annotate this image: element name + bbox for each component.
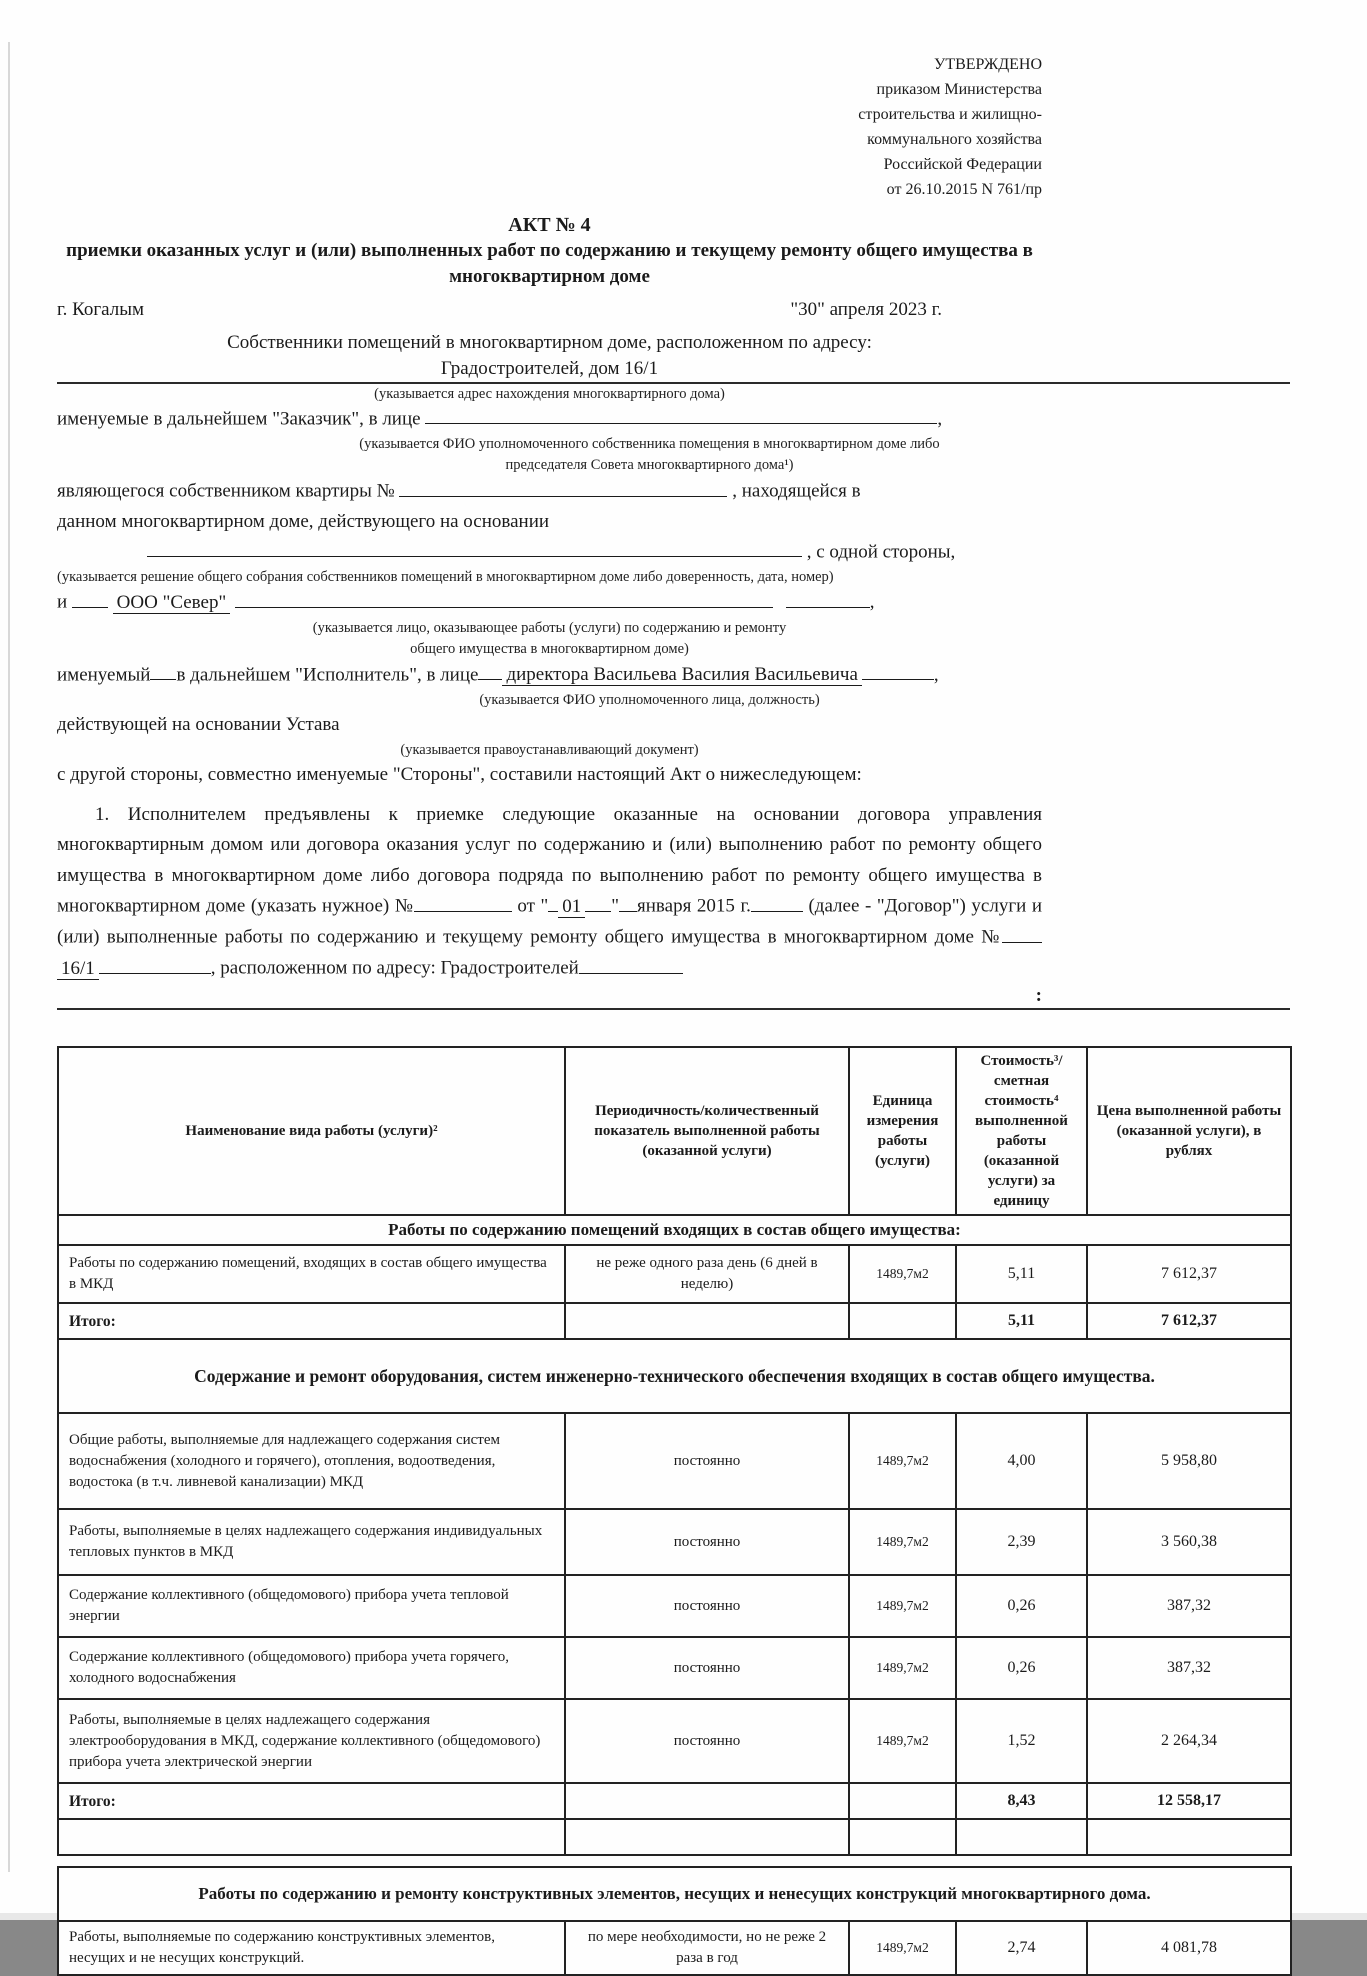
table-row (58, 1921, 1291, 1975)
act-number-title: АКТ № 4 (508, 214, 591, 236)
section-3-title: Работы по содержанию и ремонту конструктивных элементов, несущих и ненесущих конструкций многоквартирного дома. (58, 1867, 1291, 1921)
city-label: г. Когалым (57, 299, 145, 320)
col-header-rate: Стоимость³/сметная стоимость⁴ выполненной работы (оказанной услуги) за единицу (956, 1047, 1087, 1215)
work-name: Общие работы, выполняемые для надлежащего содержания систем водоснабжения (холодного и горячего), отопления, водоотведения, водостока (в т.ч. ливневой канализации) МКД (58, 1413, 565, 1509)
table-row (58, 1637, 1291, 1699)
works-table (57, 1046, 1292, 1856)
executor-line (57, 660, 1042, 690)
empty-cell (58, 1819, 565, 1855)
executor-blank-1 (150, 660, 176, 680)
contract-number-blank (414, 891, 512, 911)
document-body (57, 0, 1042, 1010)
customer-line (57, 404, 1042, 434)
approval-stamp (57, 0, 1042, 202)
section-row-3 (58, 1867, 1291, 1921)
section-1-title: Работы по содержанию помещений входящих в состав общего имущества: (58, 1215, 1291, 1245)
approval-line: УТВЕРЖДЕНО (933, 56, 1042, 73)
work-rate: 0,26 (956, 1637, 1087, 1699)
approval-line: от 26.10.2015 N 761/пр (886, 181, 1042, 198)
clause-1-text-2: (далее - "Договор") услуги и (или) выполненные работы по содержанию и текущему ремонту общего имущества в многоквартирном доме № (57, 895, 1043, 948)
empty-cell (565, 1783, 849, 1819)
work-rate: 4,00 (956, 1413, 1087, 1509)
clause-1-text: 1. Исполнителем предъявлены к приемке следующие оказанные на основании договора управления многоквартирным домом или договора оказания услуг по содержанию и (или) выполнению работ по ремонту общего имущества в многоквартирном доме либо договора подряда по выполнению работ по ремонту общего имущества в многоквартирном доме (указать нужное) № (57, 803, 1042, 917)
section-row-1 (58, 1215, 1291, 1245)
basis-blank-field (147, 537, 802, 557)
works-table-section-3 (57, 1866, 1292, 1976)
apartment-suffix: , находящейся в (732, 480, 861, 502)
act-date: "30" апреля 2023 г. (790, 299, 942, 320)
work-price: 4 081,78 (1087, 1921, 1291, 1975)
empty-cell (956, 1819, 1087, 1855)
work-name: Работы по содержанию помещений, входящих в состав общего имущества в МКД (58, 1245, 565, 1303)
day-blank-right (585, 891, 611, 911)
owners-line: Собственники помещений в многоквартирном доме, расположенном по адресу: (227, 332, 872, 353)
apartment-blank-field (399, 476, 727, 496)
work-unit: 1489,7м2 (849, 1509, 956, 1575)
work-price: 7 612,37 (1087, 1245, 1291, 1303)
work-name: Работы, выполняемые в целях надлежащего содержания индивидуальных тепловых пунктов в МКД (58, 1509, 565, 1575)
total-row-1 (58, 1303, 1291, 1339)
approval-line: Российской Федерации (883, 156, 1042, 173)
work-period: постоянно (565, 1699, 849, 1783)
executor-blank-2 (478, 660, 502, 680)
executor-prefix: именуемый (57, 663, 151, 685)
work-unit: 1489,7м2 (849, 1245, 956, 1303)
contractor-blank-right (235, 587, 773, 607)
contract-month-value: января 2015 г. (637, 895, 751, 917)
street-value: Градостроителей (440, 957, 579, 979)
work-period: постоянно (565, 1637, 849, 1699)
work-price: 5 958,80 (1087, 1413, 1291, 1509)
quote-mark: " (611, 895, 620, 917)
total-label: Итого: (58, 1303, 565, 1339)
work-period: по мере необходимости, но не реже 2 раза в год (565, 1921, 849, 1975)
house-blank-right (99, 953, 211, 973)
and-word: и (57, 591, 68, 613)
work-unit: 1489,7м2 (849, 1921, 956, 1975)
table-header-row (58, 1047, 1291, 1215)
work-period: постоянно (565, 1575, 849, 1637)
provider-hint-1: (указывается лицо, оказывающее работы (услуги) по содержанию и ремонту (312, 619, 787, 636)
table-row (58, 1699, 1291, 1783)
total-price: 7 612,37 (1087, 1303, 1291, 1339)
provider-hint-2: общего имущества в многоквартирном доме) (410, 640, 689, 657)
empty-cell (849, 1303, 956, 1339)
house-blank-left (1002, 922, 1042, 942)
work-rate: 2,74 (956, 1921, 1087, 1975)
empty-cell (849, 1819, 956, 1855)
section-2-title: Содержание и ремонт оборудования, систем инженерно-технического обеспечения входящих в состав общего имущества. (58, 1339, 1291, 1413)
col-header-period: Периодичность/количественный показатель выполненной работы (оказанной услуги) (565, 1047, 849, 1215)
work-unit: 1489,7м2 (849, 1575, 956, 1637)
one-side-line (57, 537, 1042, 567)
total-price: 12 558,17 (1087, 1783, 1291, 1819)
apartment-prefix: являющегося собственником квартиры № (57, 480, 395, 502)
empty-cell (565, 1819, 849, 1855)
col-header-unit: Единица измерения работы (услуги) (849, 1047, 956, 1215)
work-rate: 5,11 (956, 1245, 1087, 1303)
colon-mark: : (1035, 985, 1042, 1006)
pre-table-rule (57, 1008, 1290, 1010)
comma: , (869, 591, 875, 613)
executor-blank-3 (862, 660, 934, 680)
total-rate: 5,11 (956, 1303, 1087, 1339)
comma: , (937, 408, 943, 430)
table-row (58, 1245, 1291, 1303)
place-date-row (57, 296, 1042, 323)
month-blank-left (619, 891, 637, 911)
clause-1-paragraph (57, 800, 1042, 984)
section-row-2 (58, 1339, 1291, 1413)
work-rate: 2,39 (956, 1509, 1087, 1575)
parties-line: с другой стороны, совместно именуемые "Стороны", составили настоящий Акт о нижеследующем: (57, 763, 862, 785)
approval-line: строительства и жилищно- (858, 106, 1042, 123)
customer-blank-field (425, 404, 937, 424)
total-row-2 (58, 1783, 1291, 1819)
from-label: от " (517, 895, 549, 917)
contractor-blank-extra (786, 587, 870, 607)
clause-1-text-3: , расположенном по адресу: (210, 957, 436, 979)
street-blank (579, 953, 683, 973)
empty-cell (565, 1303, 849, 1339)
work-unit: 1489,7м2 (849, 1637, 956, 1699)
total-rate: 8,43 (956, 1783, 1087, 1819)
work-name: Работы, выполняемые в целях надлежащего содержания электрооборудования в МКД, содержание коллективного (общедомового) прибора учета электрической энергии (58, 1699, 565, 1783)
contractor-value: ООО "Север" (113, 592, 231, 614)
work-rate: 1,52 (956, 1699, 1087, 1783)
col-header-price: Цена выполненной работы (оказанной услуги), в рублях (1087, 1047, 1291, 1215)
approval-line: приказом Министерства (876, 81, 1042, 98)
fio-hint-2: председателя Совета многоквартирного дома¹) (505, 457, 794, 474)
work-rate: 0,26 (956, 1575, 1087, 1637)
executor-mid: в дальнейшем "Исполнитель", в лице (176, 663, 479, 685)
address-value: Градостроителей, дом 16/1 (440, 358, 659, 379)
empty-cell (1087, 1819, 1291, 1855)
empty-cell (849, 1783, 956, 1819)
fio-hint-1: (указывается ФИО уполномоченного собственника помещения в многоквартирном доме либо (359, 436, 940, 453)
address-hint: (указывается адрес нахождения многоквартирного дома) (374, 386, 725, 402)
fio2-hint: (указывается ФИО уполномоченного лица, должность) (479, 691, 820, 708)
work-name: Содержание коллективного (общедомового) прибора учета горячего, холодного водоснабжения (58, 1637, 565, 1699)
work-price: 3 560,38 (1087, 1509, 1291, 1575)
table-row (58, 1575, 1291, 1637)
work-period: постоянно (565, 1413, 849, 1509)
doc-hint: (указывается правоустанавливающий документ) (400, 741, 699, 758)
total-label: Итого: (58, 1783, 565, 1819)
work-unit: 1489,7м2 (849, 1413, 956, 1509)
work-unit: 1489,7м2 (849, 1699, 956, 1783)
empty-row (58, 1819, 1291, 1855)
basis-line: данном многоквартирном доме, действующего на основании (57, 510, 550, 532)
work-price: 387,32 (1087, 1637, 1291, 1699)
contractor-blank-left (72, 587, 108, 607)
comma: , (933, 663, 939, 685)
work-period: постоянно (565, 1509, 849, 1575)
house-number-value: 16/1 (57, 958, 99, 980)
work-name: Работы, выполняемые по содержанию конструктивных элементов, несущих и не несущих конструкций. (58, 1921, 565, 1975)
work-price: 387,32 (1087, 1575, 1291, 1637)
executor-value: директора Васильева Василия Васильевича (502, 664, 861, 686)
contractor-line (57, 587, 1042, 617)
table-row (58, 1413, 1291, 1509)
act-subtitle: приемки оказанных услуг и (или) выполненных работ по содержанию и текущему ремонту общего имущества в многоквартирном доме (66, 240, 1033, 287)
work-period: не реже одного раза день (6 дней в неделю) (565, 1245, 849, 1303)
charter-line: действующей на основании Устава (57, 713, 340, 735)
work-price: 2 264,34 (1087, 1699, 1291, 1783)
works-table-area (57, 1046, 1290, 1976)
decision-hint: (указывается решение общего собрания собственников помещений в многоквартирном доме либо доверенность, дата, номер) (57, 569, 834, 586)
contract-day-value: 01 (558, 896, 585, 918)
table-row (58, 1509, 1291, 1575)
month-blank-right (751, 891, 803, 911)
scan-edge-artifact (8, 42, 10, 1872)
col-header-name: Наименование вида работы (услуги)² (58, 1047, 565, 1215)
work-name: Содержание коллективного (общедомового) прибора учета тепловой энергии (58, 1575, 565, 1637)
apartment-line (57, 476, 1042, 506)
customer-prefix: именуемые в дальнейшем "Заказчик", в лице (57, 408, 421, 430)
day-blank-left (548, 891, 558, 911)
one-side-suffix: , с одной стороны, (806, 541, 956, 563)
approval-line: коммунального хозяйства (867, 131, 1042, 148)
